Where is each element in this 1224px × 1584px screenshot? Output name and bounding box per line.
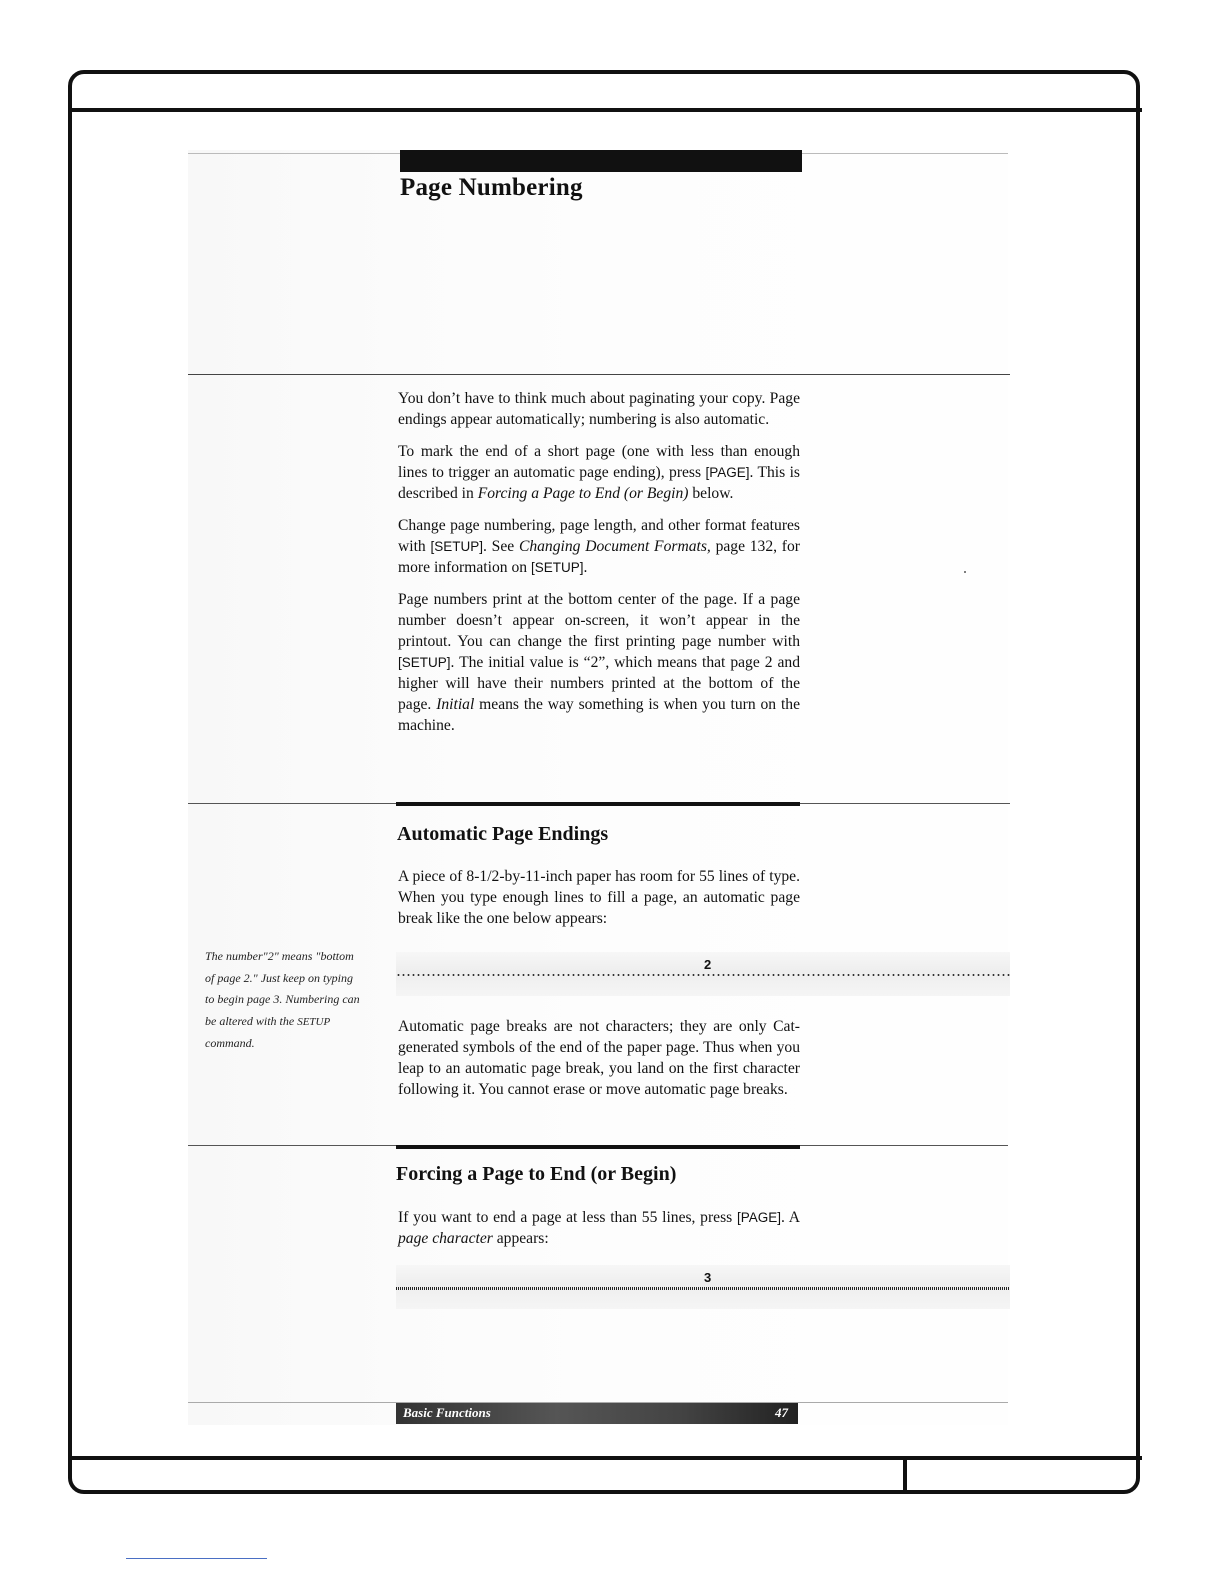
cross-reference: Changing Document Formats, <box>518 538 711 555</box>
setup-command: SETUP <box>297 1015 331 1028</box>
page-key: [PAGE] <box>736 1210 781 1225</box>
frame-footer-rule <box>70 1456 1142 1460</box>
setup-key: [SETUP] <box>530 560 584 575</box>
section-rule-intro <box>188 374 1010 375</box>
dotted-break-line <box>396 974 1010 976</box>
page-key: [PAGE] <box>705 465 750 480</box>
page-character-example <box>396 1265 1010 1309</box>
frame-header-rule <box>70 108 1142 112</box>
intro-text <box>398 388 800 747</box>
section-heading-automatic: Automatic Page Endings <box>397 823 609 845</box>
section-bar-forcing <box>396 1145 800 1149</box>
break-page-number: 3 <box>704 1270 712 1285</box>
automatic-paragraph-1: A piece of 8-1/2-by-11-inch paper has room for 55 lines of type. When you type enough lines to fill a page, an automatic page break like the one below appears: <box>398 868 800 927</box>
section-bar-automatic <box>396 802 800 806</box>
automatic-text-2 <box>398 1016 800 1111</box>
automatic-page-break-example <box>396 952 1010 996</box>
running-footer <box>396 1403 798 1424</box>
page-title: Page Numbering <box>400 174 583 201</box>
automatic-paragraph-2: Automatic page breaks are not characters; they are only Cat-generated symbols of the end of the paper page. Thus when you leap to an automatic page break, you land on the first character following it. You cannot erase or move automatic page breaks. <box>398 1018 800 1098</box>
footer-page-number: 47 <box>775 1405 788 1420</box>
scan-speck <box>964 571 966 573</box>
forcing-text <box>398 1207 800 1260</box>
emphasis: page character <box>398 1230 493 1247</box>
intro-paragraph-4: Page numbers print at the bottom center of the page. If a page number doesn’t appear on-screen, it won’t appear in the printout. You can change the first printing page number with [SETUP]. The initial value is “2”, which means that page 2 and higher will have their numbers printed at the bottom of the page. Initial means the way something is when you turn on the machine. <box>398 591 800 734</box>
margin-note: The number"2" means "bottom of page 2." Just keep on typing to begin page 3. Numbering can be altered with the SETUP command. <box>205 949 360 1050</box>
emphasis: Initial <box>436 696 475 713</box>
setup-key: [SETUP] <box>398 655 451 670</box>
link-underline <box>126 1558 267 1559</box>
setup-key: [SETUP] <box>430 539 483 554</box>
automatic-text-1 <box>398 866 800 940</box>
footer-section-title: Basic Functions <box>403 1405 491 1420</box>
intro-paragraph-2: To mark the end of a short page (one with less than enough lines to trigger an automatic page ending), press [PAGE]. This is described in Forcing a Page to End (or Begin) below. <box>398 443 800 502</box>
break-page-number: 2 <box>704 957 712 972</box>
title-bar <box>400 150 802 172</box>
page-character-line <box>396 1287 1010 1290</box>
forcing-paragraph-1: If you want to end a page at less than 55 lines, press [PAGE]. A page character appears: <box>398 1209 800 1247</box>
frame-footer-divider <box>903 1458 907 1494</box>
intro-paragraph-3: Change page numbering, page length, and other format features with [SETUP]. See Changing Document Formats, page 132, for more information on [SETUP]. <box>398 517 800 576</box>
intro-paragraph-1: You don’t have to think much about paginating your copy. Page endings appear automatically; numbering is also automatic. <box>398 390 800 428</box>
section-heading-forcing: Forcing a Page to End (or Begin) <box>396 1163 677 1185</box>
cross-reference: Forcing a Page to End (or Begin) <box>477 485 689 502</box>
